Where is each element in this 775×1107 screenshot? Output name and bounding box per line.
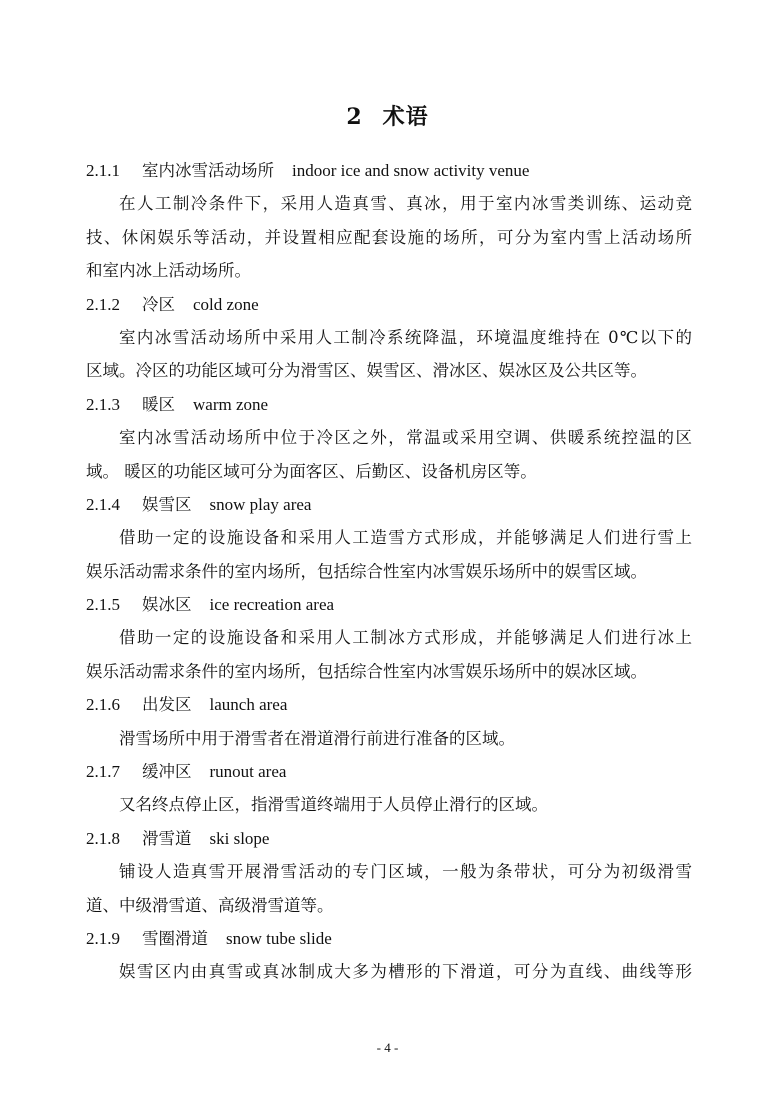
term-definition: [86, 421, 692, 488]
definition-line: 又名终点停止区，指滑雪道终端用于人员停止滑行的区域。: [119, 795, 548, 815]
definition-line: 娱乐活动需求条件的室内场所，包括综合性室内冰雪娱乐场所中的娱雪区域。: [86, 561, 647, 581]
clause-number: 2.1.1: [86, 161, 120, 180]
chapter-title-text: 术语: [382, 104, 429, 130]
term-heading: [86, 922, 692, 955]
term-heading: [86, 288, 692, 321]
clause-number: 2.1.8: [86, 828, 120, 848]
term-zh: 出发区: [142, 695, 192, 715]
term-zh: 娱冰区: [142, 595, 192, 615]
term-zh: 冷区: [142, 294, 175, 314]
clause-number: 2.1.4: [86, 494, 120, 514]
term-zh: 滑雪道: [142, 828, 192, 848]
term-en: snow play area: [209, 494, 312, 514]
term-zh: 缓冲区: [142, 762, 192, 782]
term-zh: 娱雪区: [142, 494, 192, 514]
term-en: ski slope: [209, 828, 270, 848]
definition-line: 道、中级滑雪道、高级滑雪道等。: [86, 895, 334, 915]
definition-line: 娱乐活动需求条件的室内场所，包括综合性室内冰雪娱乐场所中的娱冰区域。: [86, 661, 647, 681]
clause-number: 2.1.6: [86, 695, 120, 715]
page-number: - 4 -: [376, 1040, 399, 1055]
term-en: runout area: [209, 762, 287, 782]
clause-number: 2.1.9: [86, 928, 120, 948]
definition-line: 借助一定的设施设备和采用人工造雪方式形成，并能够满足人们进行雪上: [119, 528, 692, 548]
term-heading: [86, 388, 692, 421]
term-definition: [86, 855, 692, 922]
definition-line: 在人工制冷条件下，采用人造真雪、真冰，用于室内冰雪类训练、运动竞: [119, 194, 692, 214]
definition-line: 区域。冷区的功能区域可分为滑雪区、娱雪区、滑冰区、娱冰区及公共区等。: [86, 361, 647, 381]
terms-section: [86, 154, 692, 989]
term-heading: [86, 588, 692, 621]
term-definition: [86, 788, 692, 821]
definition-line: 铺设人造真雪开展滑雪活动的专门区域，一般为条带状，可分为初级滑雪: [119, 862, 692, 882]
definition-line: 娱雪区内由真雪或真冰制成大多为槽形的下滑道，可分为直线、曲线等形: [119, 962, 692, 982]
term-en: launch area: [209, 695, 288, 715]
definition-line: 域。 暖区的功能区域可分为面客区、后勤区、设备机房区等。: [86, 461, 537, 481]
term-zh: 室内冰雪活动场所: [142, 161, 274, 180]
term-en: ice recreation area: [209, 595, 335, 615]
term-definition: [86, 321, 692, 388]
definition-line: 技、休闲娱乐等活动，并设置相应配套设施的场所，可分为室内雪上活动场所: [86, 227, 692, 247]
term-heading: [86, 822, 692, 855]
definition-line: 滑雪场所中用于滑雪者在滑道滑行前进行准备的区域。: [119, 728, 515, 748]
term-definition: [86, 521, 692, 588]
clause-number: 2.1.7: [86, 762, 120, 782]
term-heading: [86, 755, 692, 788]
term-zh: 雪圈滑道: [142, 928, 208, 948]
term-zh: 暖区: [142, 394, 175, 414]
clause-number: 2.1.5: [86, 595, 120, 615]
clause-number: 2.1.3: [86, 394, 120, 414]
definition-line: 借助一定的设施设备和采用人工制冰方式形成，并能够满足人们进行冰上: [119, 628, 692, 648]
term-definition: [86, 187, 692, 287]
clause-number: 2.1.2: [86, 294, 120, 314]
term-heading: [86, 688, 692, 721]
term-definition: [86, 621, 692, 688]
term-definition: [86, 955, 692, 988]
term-heading: [86, 488, 692, 521]
definition-line: 室内冰雪活动场所中采用人工制冷系统降温，环境温度维持在 0℃以下的: [119, 327, 692, 347]
chapter-number: 2: [346, 104, 363, 130]
term-definition: [86, 722, 692, 755]
term-heading: [86, 154, 692, 187]
term-en: cold zone: [193, 294, 259, 314]
term-en: indoor ice and snow activity venue: [292, 161, 530, 180]
chapter-title: [0, 100, 775, 131]
definition-line: 室内冰雪活动场所中位于冷区之外，常温或采用空调、供暖系统控温的区: [119, 428, 692, 448]
term-en: snow tube slide: [226, 928, 332, 948]
term-en: warm zone: [193, 394, 269, 414]
definition-line: 和室内冰上活动场所。: [86, 261, 251, 281]
